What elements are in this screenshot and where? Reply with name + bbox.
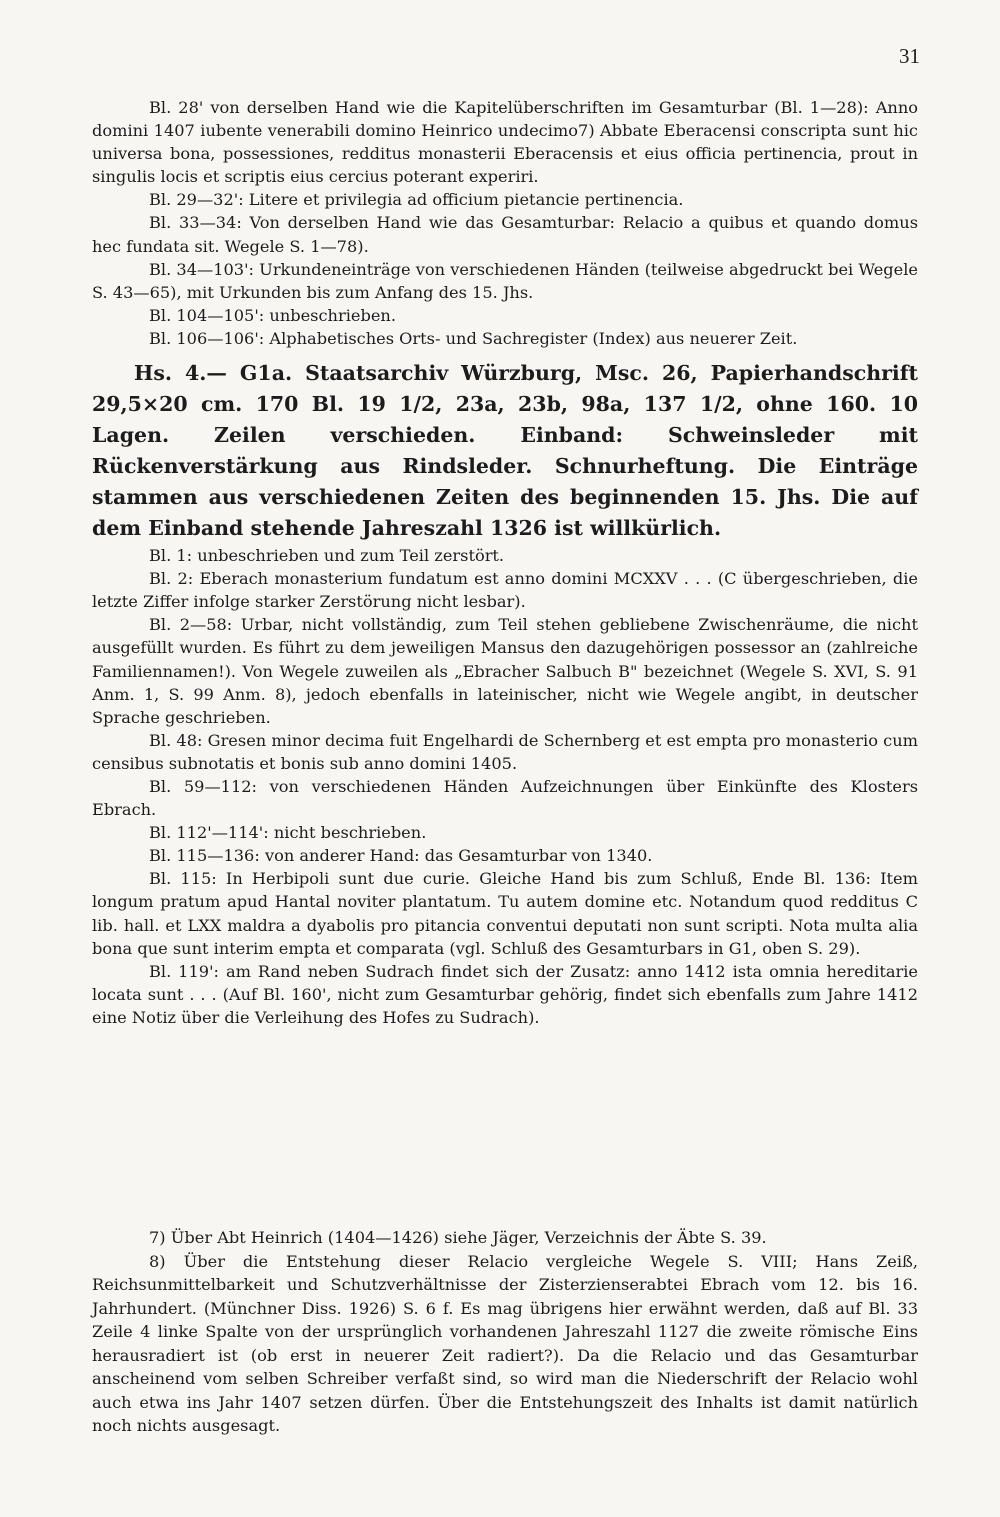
paragraph: Bl. 2—58: Urbar, nicht vollständig, zum Teil stehen gebliebene Zwischenräume, die nicht ausgefüllt wurden. Es führt zu dem jeweiligen Mansus den dazugehörigen possessor an (zahlreiche Familiennamen!). Von Wegele zuweilen als „Ebracher Salbuch B" bezeichnet (Wegele S. XVI, S. 91 Anm. 1, S. 99 Anm. 8), jedoch ebenfalls in lateinischer, nicht wie Wegele angibt, in deutscher Sprache geschrieben. [92,615,918,727]
paragraph: Bl. 115—136: von anderer Hand: das Gesamturbar von 1340. [149,846,653,866]
paragraph: Bl. 34—103': Urkundeneinträge von verschiedenen Händen (teilweise abgedruckt bei Wegele S. 43—65), mit Urkunden bis zum Anfang des 15. Jhs. [92,259,918,302]
footnote-8: 8) Über die Entstehung dieser Relacio vergleiche Wegele S. VIII; Hans Zeiß, Reichsunmittelbarkeit und Schutzverhältnisse der Zisterzienserabtei Ebrach vom 12. bis 16. Jahrhundert. (Münchner Diss. 1926) S. 6 f. Es mag übrigens hier erwähnt werden, daß auf Bl. 33 Zeile 4 linke Spalte von der ursprünglich vorhandenen Jahreszahl 1127 die zweite römische Eins herausradiert ist (ob erst in neuerer Zeit radiert?). Da die Relacio und das Gesamturbar anscheinend vom selben Schreiber verfaßt sind, so wird man die Niederschrift der Relacio wohl auch etwa ins Jahr 1407 setzen dürfen. Über die Entstehungszeit des Inhalts ist damit natürlich noch nichts ausgesagt. [92,1251,918,1435]
page-number: 31 [899,44,920,68]
paragraph: Bl. 1: unbeschrieben und zum Teil zerstört. [149,546,505,566]
paragraph: Bl. 2: Eberach monasterium fundatum est anno domini MCXXV . . . (C übergeschrieben, die letzte Ziffer infolge starker Zerstörung nicht lesbar). [92,569,918,612]
footnote-7: 7) Über Abt Heinrich (1404—1426) siehe Jäger, Verzeichnis der Äbte S. 39. [149,1228,767,1247]
paragraph: Bl. 29—32': Litere et privilegia ad officium pietancie pertinencia. [149,190,684,210]
paragraph: Bl. 115: In Herbipoli sunt due curie. Gleiche Hand bis zum Schluß, Ende Bl. 136: Item longum pratum apud Hantal noviter plantatum. Tu autem domine etc. Notandum quod redditus C lib. hall. et LXX maldra a dyabolis pro pitancia conventui deputati non sunt scripti. Nota multa alia bona que sunt interim empta et comparata (vgl. Schluß des Gesamturbars in G1, oben S. 29). [92,869,918,958]
paragraph: Bl. 48: Gresen minor decima fuit Engelhardi de Schernberg et est empta pro monasterio cum censibus subnotatis et bonis sub anno domini 1405. [92,730,918,773]
footnotes [92,1226,918,1438]
manuscript-heading: Hs. 4.— G1a. [134,361,293,386]
manuscript-description-text: Staatsarchiv Würzburg, Msc. 26, Papierhandschrift 29,5×20 cm. 170 Bl. 19 1/2, 23a, 23b, 98a, 137 1/2, ohne 160. 10 Lagen. Zeilen verschieden. Einband: Schweinsleder mit Rückenverstärkung aus Rindsleder. Schnurheftung. Die Einträge stammen aus verschiedenen Zeiten des beginnenden 15. Jhs. Die auf dem Einband stehende Jahreszahl 1326 ist willkürlich. [92,361,919,541]
manuscript-description [92,358,918,544]
paragraph: Bl. 112'—114': nicht beschrieben. [149,823,427,843]
paragraph: Bl. 104—105': unbeschrieben. [149,305,396,325]
paragraph: Bl. 106—106': Alphabetisches Orts- und Sachregister (Index) aus neuerer Zeit. [149,328,798,348]
paragraph: Bl. 119': am Rand neben Sudrach findet sich der Zusatz: anno 1412 ista omnia hereditarie locata sunt . . . (Auf Bl. 160', nicht zum Gesamturbar gehörig, findet sich ebenfalls zum Jahre 1412 eine Notiz über die Verleihung des Hofes zu Sudrach). [92,961,918,1027]
main-text [92,96,918,1029]
paragraph: Bl. 33—34: Von derselben Hand wie das Gesamturbar: Relacio a quibus et quando domus hec fundata sit. Wegele S. 1—78). [92,213,918,256]
paragraph: Bl. 28' von derselben Hand wie die Kapitelüberschriften im Gesamturbar (Bl. 1—28): Anno domini 1407 iubente venerabili domino Heinrico undecimo7) Abbate Eberacensi conscripta sunt hic universa bona, possessiones, redditus monasterii Eberacensis et eius officia pertinencia, prout in singulis locis et scriptis eius cercius poterant experiri. [92,98,918,187]
paragraph: Bl. 59—112: von verschiedenen Händen Aufzeichnungen über Einkünfte des Klosters Ebrach. [92,776,918,820]
